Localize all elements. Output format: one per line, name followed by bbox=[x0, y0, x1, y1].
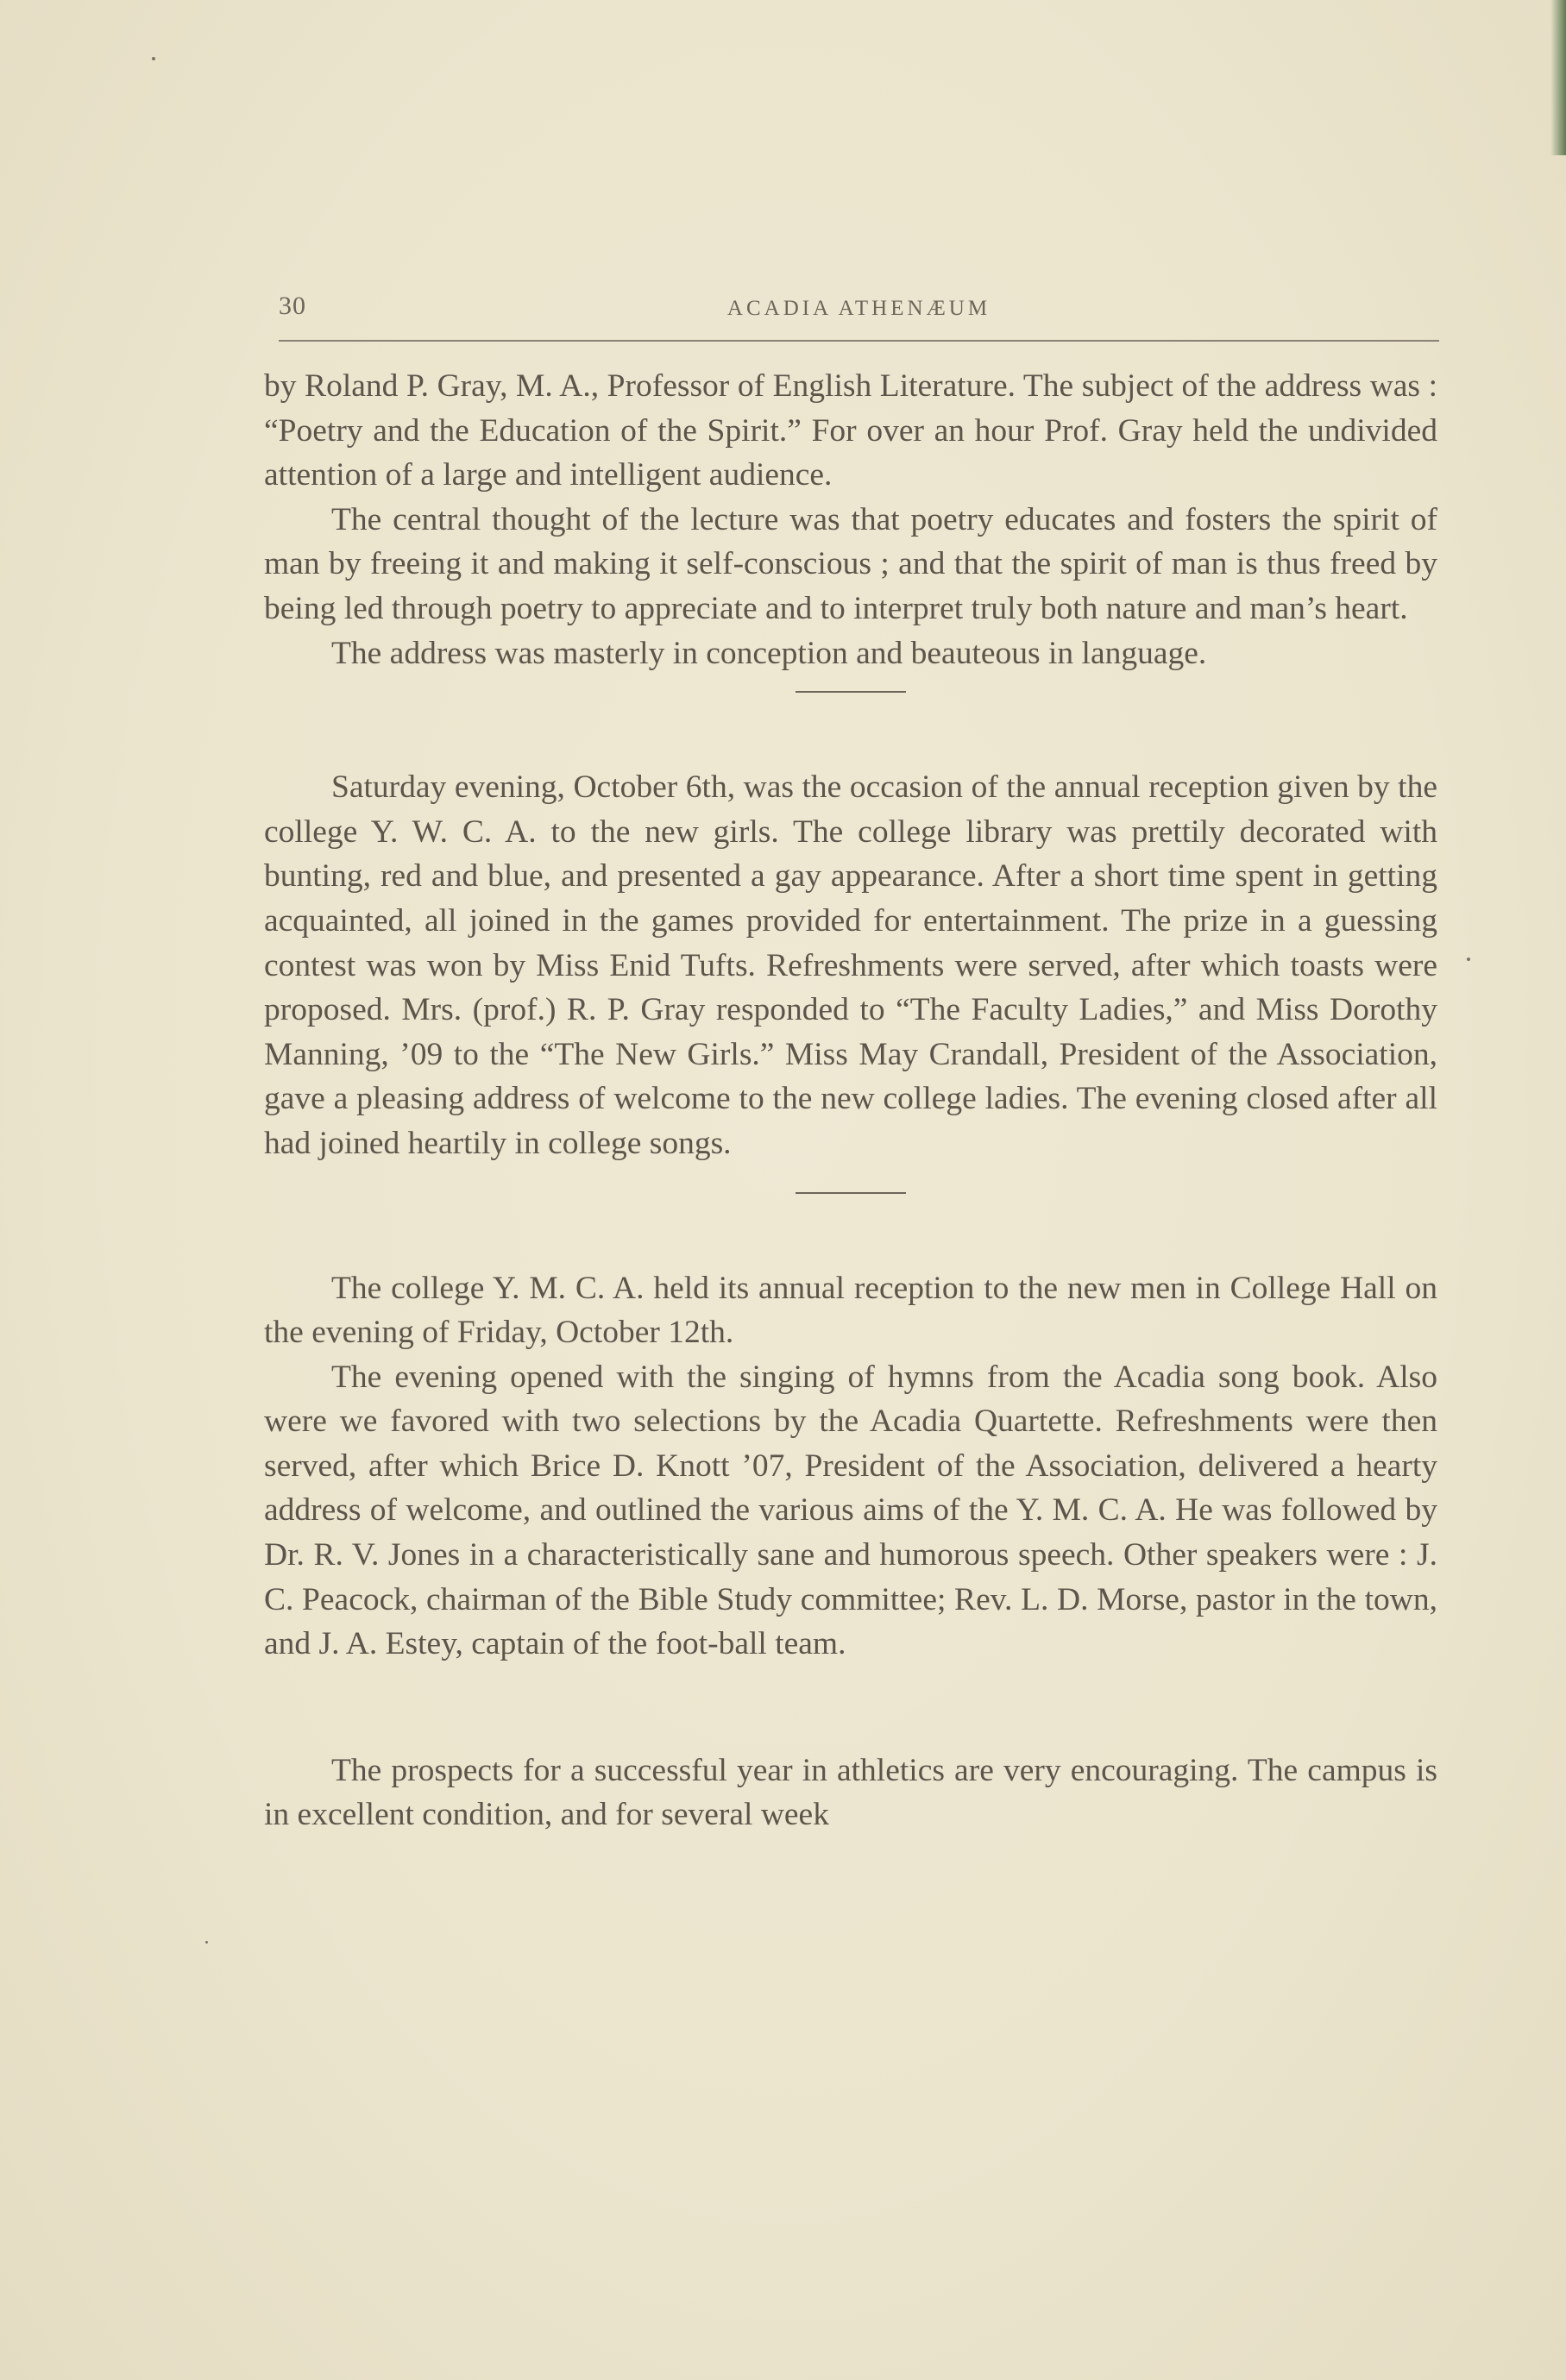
running-head: ACADIA ATHENÆUM bbox=[726, 297, 991, 320]
speck bbox=[152, 57, 155, 60]
section-divider bbox=[796, 1192, 906, 1194]
section-gap bbox=[264, 1667, 1437, 1749]
speck bbox=[1467, 958, 1470, 961]
page-header bbox=[279, 288, 1439, 342]
article-body bbox=[264, 364, 1437, 1837]
paragraph: by Roland P. Gray, M. A., Professor of English Literature. The subject of the address was : “Poetry and the Education of the Spirit.” For over an hour Prof. Gray held the undivided attention of a large and intelligent audience. bbox=[264, 368, 1437, 493]
paragraph: The evening opened with the singing of hymns from the Acadia song book. Also were we favored with two selections by the Acadia Quartette. Refreshments were then served, after which Brice D. Knott ’07, President of the Association, delivered a hearty address of welcome, and outlined the various aims of the Y. M. C. A. He was followed by Dr. R. V. Jones in a characteristically sane and humorous speech. Other speakers were : J. C. Peacock, chairman of the Bible Study committee; Rev. L. D. Morse, pastor in the town, and J. A. Estey, captain of the foot-ball team. bbox=[264, 1359, 1437, 1662]
paragraph: The central thought of the lecture was that poetry educates and fosters the spirit of man by freeing it and making it self-conscious ; and that the spirit of man is thus freed by being led through poetry to appreciate and to interpret truly both nature and man’s heart. bbox=[264, 501, 1437, 626]
section-divider bbox=[796, 691, 906, 693]
paragraph: The address was masterly in conception and beauteous in language. bbox=[331, 635, 1207, 671]
speck bbox=[205, 1941, 208, 1944]
page-edge-stain bbox=[1550, 0, 1566, 155]
page-number: 30 bbox=[279, 292, 306, 320]
paragraph: The prospects for a successful year in athletics are very encouraging. The campus is in excellent condition, and for several week bbox=[264, 1752, 1437, 1833]
paragraph: Saturday evening, October 6th, was the occasion of the annual reception given by the college Y. W. C. A. to the new girls. The college library was prettily decorated with bunting, red and blue, and presented a gay appearance. After a short time spent in getting acquainted, all joined in the games provided for entertainment. The prize in a guessing contest was won by Miss Enid Tufts. Refreshments were served, after which toasts were proposed. Mrs. (prof.) R. P. Gray responded to “The Faculty Ladies,” and Miss Dorothy Manning, ’09 to the “The New Girls.” Miss May Crandall, President of the Association, gave a pleasing address of welcome to the new college ladies. The evening closed after all had joined heartily in college songs. bbox=[264, 769, 1437, 1161]
paragraph: The college Y. M. C. A. held its annual reception to the new men in College Hall on the evening of Friday, October 12th. bbox=[264, 1270, 1437, 1351]
